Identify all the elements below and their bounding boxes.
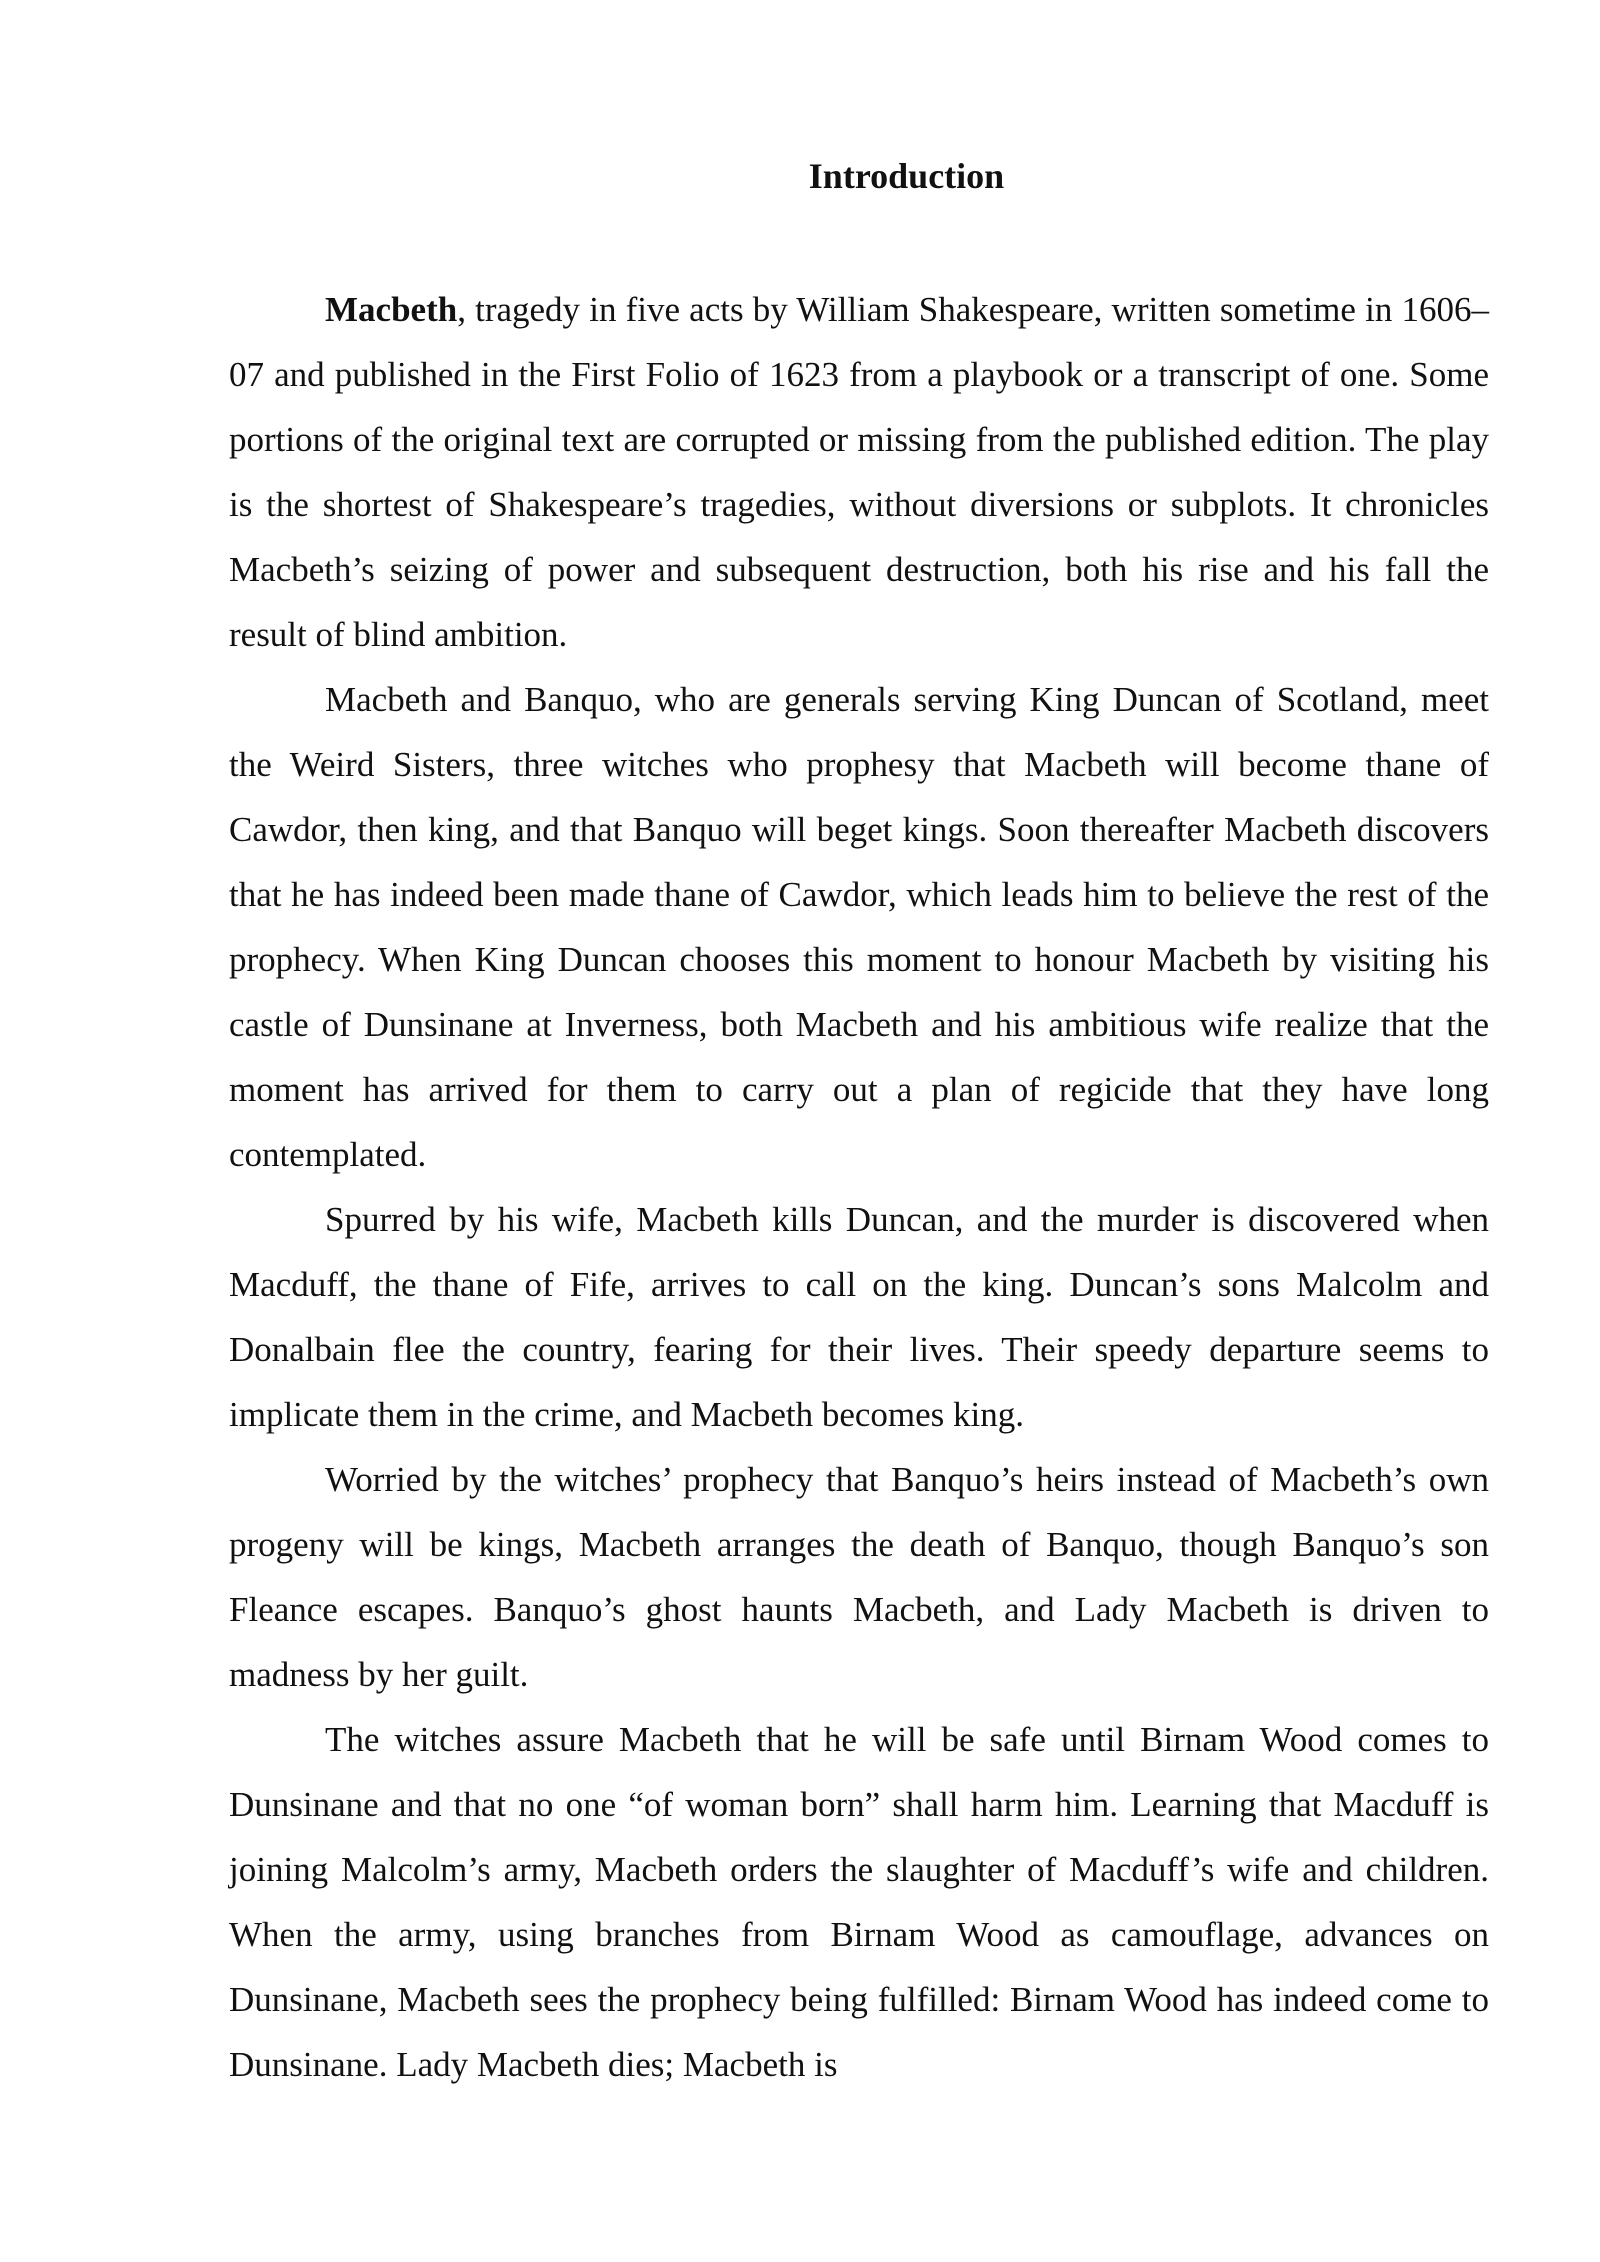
paragraph [229,1187,1489,1447]
paragraph [229,667,1489,1187]
paragraph-text: Worried by the witches’ prophecy that Banquo’s heirs instead of Macbeth’s own progeny will be kings, Macbeth arranges the death of Banquo, though Banquo’s son Fleance escapes. Banquo’s ghost haunts Macbeth, and Lady Macbeth is driven to madness by her guilt. [229,1460,1489,1694]
paragraph-text: Spurred by his wife, Macbeth kills Duncan, and the murder is discovered when Macduff, the thane of Fife, arrives to call on the king. Duncan’s sons Malcolm and Donalbain flee the country, fearing for their lives. Their speedy departure seems to implicate them in the crime, and Macbeth becomes king. [229,1200,1489,1434]
paragraph-text: , tragedy in five acts by William Shakespeare, written sometime in 1606–07 and published in the First Folio of 1623 from a playbook or a transcript of one. Some portions of the original text are corrupted or missing from the published edition. The play is the shortest of Shakespeare’s tragedies, without diversions or subplots. It chronicles Macbeth’s seizing of power and subsequent destruction, both his rise and his fall the result of blind ambition. [229,290,1489,654]
paragraph-lead-term: Macbeth [325,290,458,329]
paragraph-text: Macbeth and Banquo, who are generals serving King Duncan of Scotland, meet the Weird Sisters, three witches who prophesy that Macbeth will become thane of Cawdor, then king, and that Banquo will beget kings. Soon thereafter Macbeth discovers that he has indeed been made thane of Cawdor, which leads him to believe the rest of the prophecy. When King Duncan chooses this moment to honour Macbeth by visiting his castle of Dunsinane at Inverness, both Macbeth and his ambitious wife realize that the moment has arrived for them to carry out a plan of regicide that they have long contemplated. [229,680,1489,1174]
paragraph [229,1447,1489,1707]
page-title: Introduction [808,156,1005,196]
paragraph-text: The witches assure Macbeth that he will be safe until Birnam Wood comes to Dunsinane and that no one “of woman born” shall harm him. Learning that Macduff is joining Malcolm’s army, Macbeth orders the slaughter of Macduff’s wife and children. When the army, using branches from Birnam Wood as camouflage, advances on Dunsinane, Macbeth sees the prophecy being fulfilled: Birnam Wood has indeed come to Dunsinane. Lady Macbeth dies; Macbeth is [229,1720,1489,2084]
paragraph [229,1707,1489,2097]
paragraph [229,277,1489,667]
document-body [229,277,1489,2097]
